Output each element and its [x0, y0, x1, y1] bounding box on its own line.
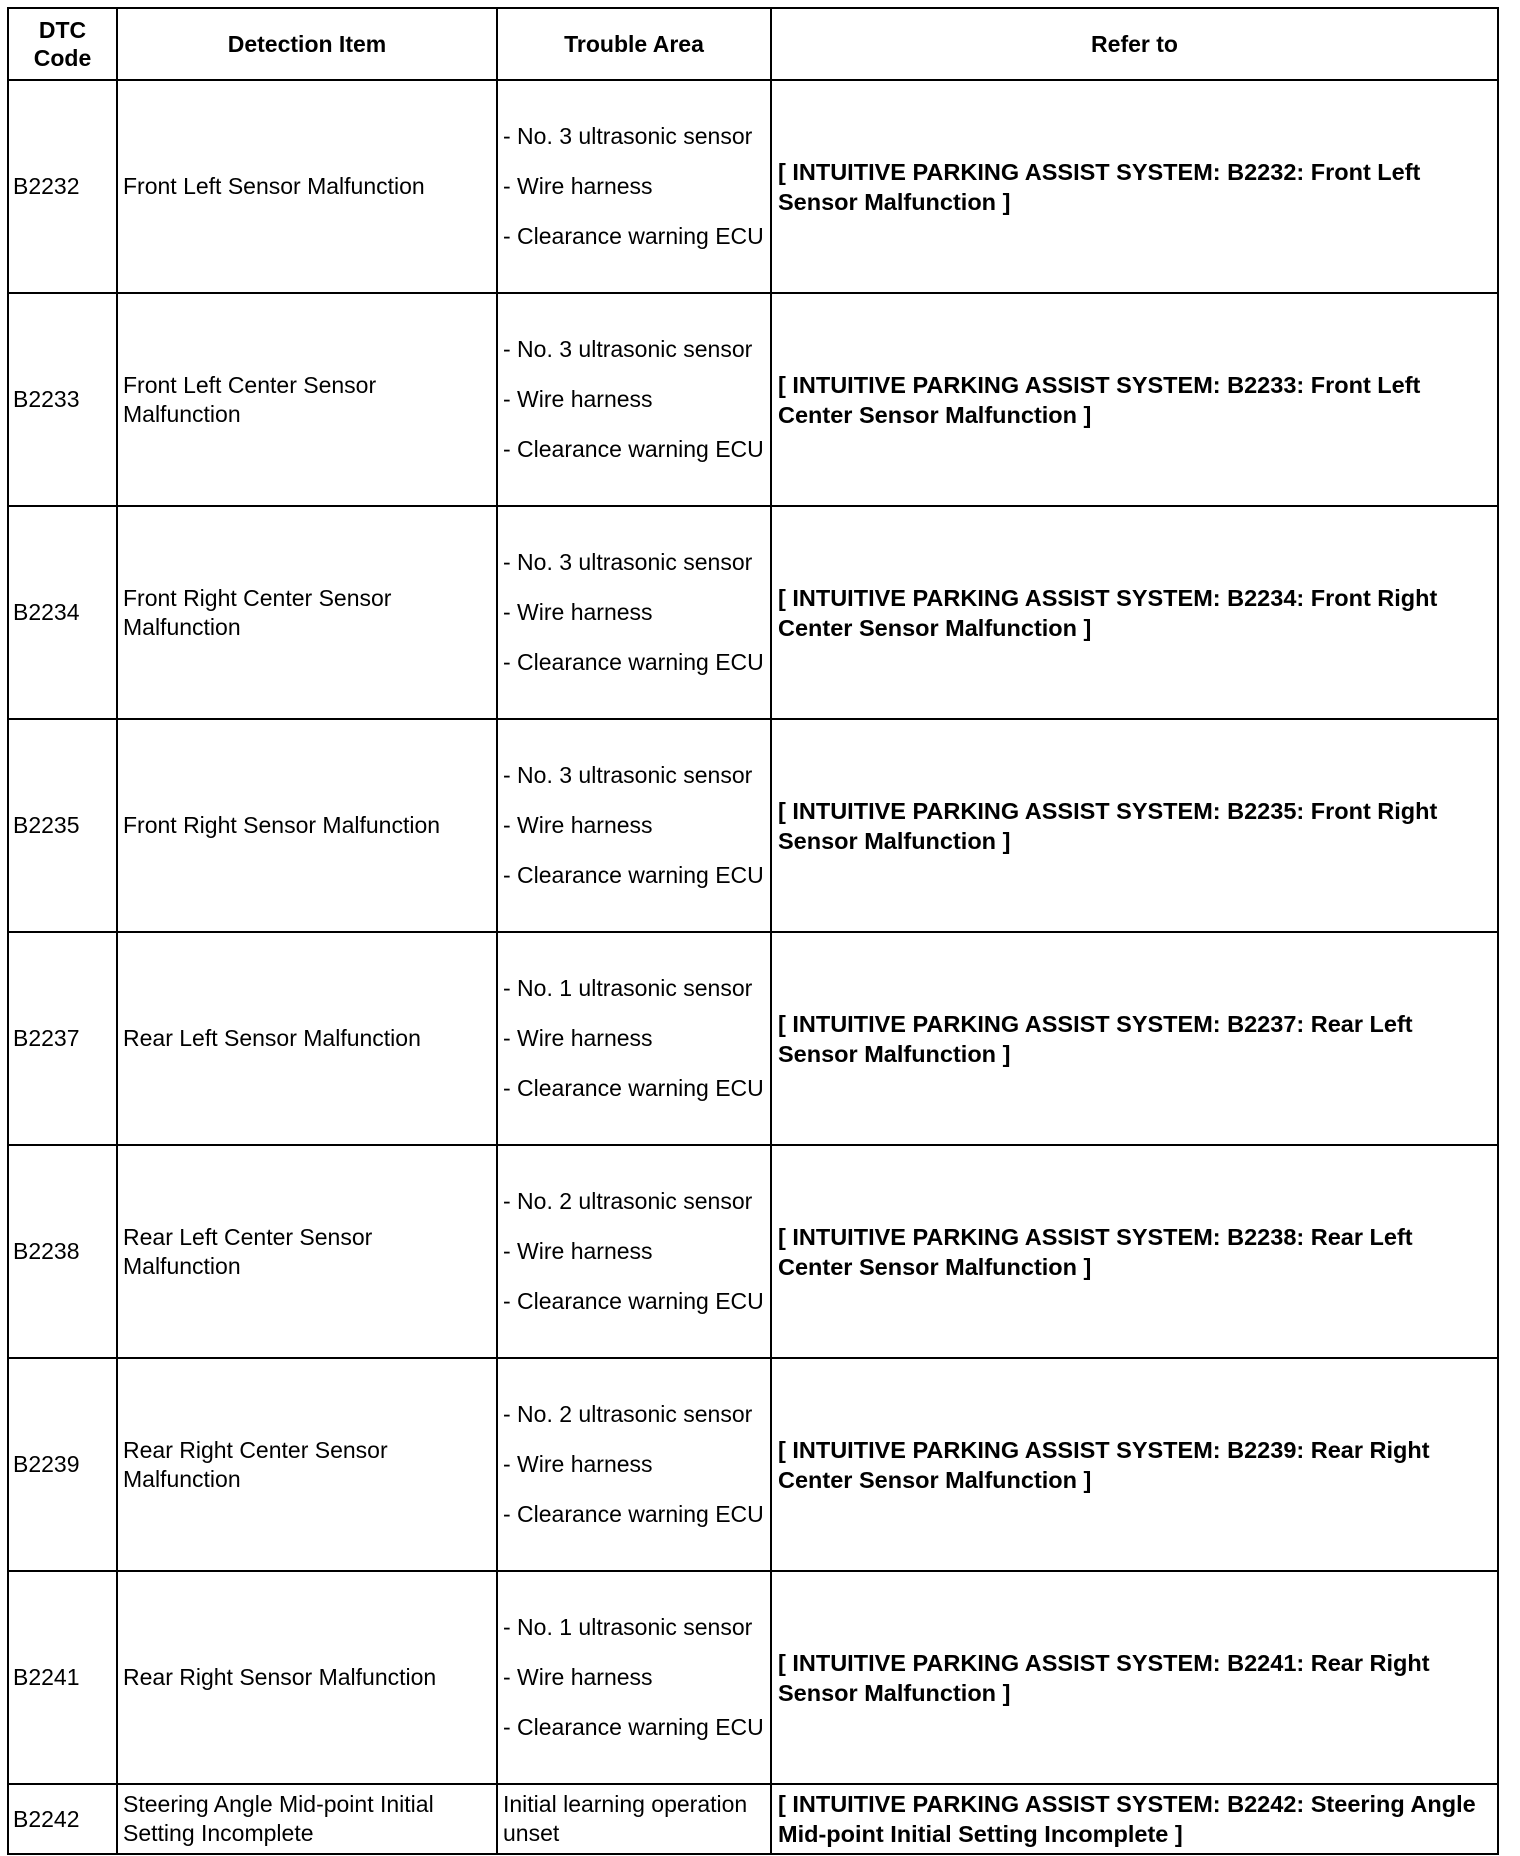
table-row	[8, 719, 1498, 932]
trouble-area-cell	[497, 1145, 771, 1358]
refer-to-link[interactable]: [ INTUITIVE PARKING ASSIST SYSTEM: B2235: Front Right Sensor Malfunction ]	[771, 719, 1498, 932]
detection-item-cell: Steering Angle Mid-point Initial Setting Incomplete	[117, 1784, 497, 1854]
table-row	[8, 1571, 1498, 1784]
dtc-code-cell: B2239	[8, 1358, 117, 1571]
refer-to-link[interactable]: [ INTUITIVE PARKING ASSIST SYSTEM: B2242: Steering Angle Mid-point Initial Setting Incomplete ]	[771, 1784, 1498, 1854]
dtc-code-cell: B2238	[8, 1145, 117, 1358]
trouble-area-item: - No. 2 ultrasonic sensor	[503, 1188, 753, 1214]
trouble-area-item: - Clearance warning ECU	[503, 1288, 764, 1314]
trouble-area-item: - Wire harness	[503, 812, 653, 838]
header-row	[8, 8, 1498, 80]
refer-to-link[interactable]: [ INTUITIVE PARKING ASSIST SYSTEM: B2232: Front Left Sensor Malfunction ]	[771, 80, 1498, 293]
trouble-area-cell	[497, 293, 771, 506]
trouble-area-cell	[497, 1571, 771, 1784]
table-row	[8, 1145, 1498, 1358]
trouble-area-item: - Clearance warning ECU	[503, 223, 764, 249]
refer-to-link[interactable]: [ INTUITIVE PARKING ASSIST SYSTEM: B2233: Front Left Center Sensor Malfunction ]	[771, 293, 1498, 506]
trouble-area-item: - Clearance warning ECU	[503, 1501, 764, 1527]
detection-item-cell: Rear Right Sensor Malfunction	[117, 1571, 497, 1784]
dtc-code-cell: B2233	[8, 293, 117, 506]
dtc-code-cell: B2234	[8, 506, 117, 719]
table-row	[8, 506, 1498, 719]
refer-to-link[interactable]: [ INTUITIVE PARKING ASSIST SYSTEM: B2238: Rear Left Center Sensor Malfunction ]	[771, 1145, 1498, 1358]
trouble-area-item: - Clearance warning ECU	[503, 436, 764, 462]
trouble-area-item: - Wire harness	[503, 599, 653, 625]
trouble-area-cell	[497, 932, 771, 1145]
dtc-table	[7, 7, 1499, 1855]
dtc-code-cell: B2235	[8, 719, 117, 932]
detection-item-cell: Front Right Center Sensor Malfunction	[117, 506, 497, 719]
trouble-area-item: - No. 3 ultrasonic sensor	[503, 123, 753, 149]
trouble-area-item: - No. 3 ultrasonic sensor	[503, 549, 753, 575]
header-dtc-code: DTC Code	[8, 8, 117, 80]
detection-item-cell: Front Right Sensor Malfunction	[117, 719, 497, 932]
trouble-area-item: - Wire harness	[503, 173, 653, 199]
detection-item-cell: Front Left Center Sensor Malfunction	[117, 293, 497, 506]
trouble-area-item: - Clearance warning ECU	[503, 649, 764, 675]
detection-item-cell: Rear Right Center Sensor Malfunction	[117, 1358, 497, 1571]
trouble-area-cell	[497, 1784, 771, 1854]
table-row	[8, 932, 1498, 1145]
header-refer-to: Refer to	[771, 8, 1498, 80]
trouble-area-item: - Wire harness	[503, 1025, 653, 1051]
trouble-area-item: - Wire harness	[503, 1664, 653, 1690]
table-row	[8, 1784, 1498, 1854]
table-row	[8, 293, 1498, 506]
refer-to-link[interactable]: [ INTUITIVE PARKING ASSIST SYSTEM: B2239: Rear Right Center Sensor Malfunction ]	[771, 1358, 1498, 1571]
refer-to-link[interactable]: [ INTUITIVE PARKING ASSIST SYSTEM: B2234: Front Right Center Sensor Malfunction ]	[771, 506, 1498, 719]
table-row	[8, 1358, 1498, 1571]
trouble-area-cell	[497, 719, 771, 932]
dtc-code-cell: B2241	[8, 1571, 117, 1784]
detection-item-cell: Rear Left Center Sensor Malfunction	[117, 1145, 497, 1358]
trouble-area-item: - Clearance warning ECU	[503, 1075, 764, 1101]
header-detection-item: Detection Item	[117, 8, 497, 80]
trouble-area-cell	[497, 80, 771, 293]
dtc-code-cell: B2232	[8, 80, 117, 293]
table-header	[8, 8, 1498, 80]
dtc-code-cell: B2242	[8, 1784, 117, 1854]
trouble-area-item: - No. 1 ultrasonic sensor	[503, 975, 753, 1001]
refer-to-link[interactable]: [ INTUITIVE PARKING ASSIST SYSTEM: B2237: Rear Left Sensor Malfunction ]	[771, 932, 1498, 1145]
table-row	[8, 80, 1498, 293]
detection-item-cell: Rear Left Sensor Malfunction	[117, 932, 497, 1145]
table-body	[8, 80, 1498, 1854]
trouble-area-item: Initial learning operation unset	[503, 1791, 748, 1846]
trouble-area-item: - Wire harness	[503, 1451, 653, 1477]
refer-to-link[interactable]: [ INTUITIVE PARKING ASSIST SYSTEM: B2241: Rear Right Sensor Malfunction ]	[771, 1571, 1498, 1784]
trouble-area-item: - Clearance warning ECU	[503, 862, 764, 888]
trouble-area-item: - Wire harness	[503, 1238, 653, 1264]
header-trouble-area: Trouble Area	[497, 8, 771, 80]
trouble-area-cell	[497, 1358, 771, 1571]
trouble-area-item: - Wire harness	[503, 386, 653, 412]
trouble-area-item: - No. 1 ultrasonic sensor	[503, 1614, 753, 1640]
trouble-area-item: - Clearance warning ECU	[503, 1714, 764, 1740]
dtc-code-cell: B2237	[8, 932, 117, 1145]
trouble-area-cell	[497, 506, 771, 719]
trouble-area-item: - No. 2 ultrasonic sensor	[503, 1401, 753, 1427]
trouble-area-item: - No. 3 ultrasonic sensor	[503, 336, 753, 362]
detection-item-cell: Front Left Sensor Malfunction	[117, 80, 497, 293]
trouble-area-item: - No. 3 ultrasonic sensor	[503, 762, 753, 788]
